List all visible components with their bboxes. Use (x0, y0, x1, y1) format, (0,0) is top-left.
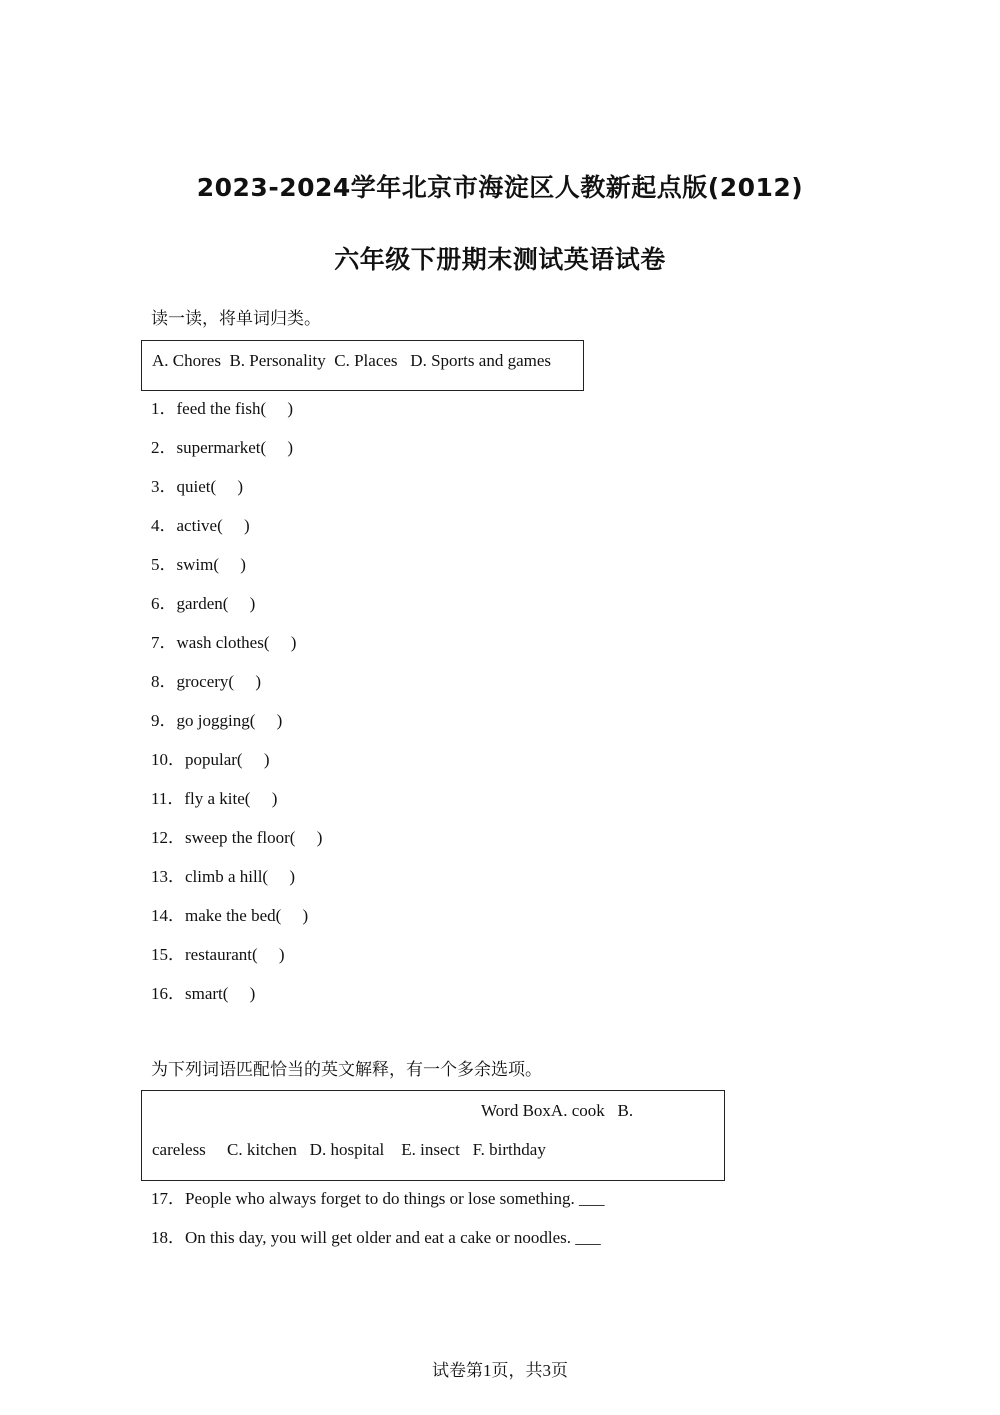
question-text: active( ) (176, 516, 250, 535)
question-item (151, 706, 282, 731)
question-item (151, 511, 250, 536)
question-item (151, 667, 261, 692)
question-number: 3． (151, 477, 177, 496)
question-number: 6． (151, 594, 177, 613)
question-item (151, 589, 255, 614)
category-options-box (141, 340, 584, 391)
question-item (151, 901, 308, 926)
question-text: make the bed( ) (185, 906, 309, 925)
question-number: 5． (151, 555, 177, 574)
question-number: 17． (151, 1189, 185, 1208)
question-text: feed the fish( ) (176, 399, 294, 418)
question-number: 7． (151, 633, 177, 652)
question-text: grocery( ) (176, 672, 261, 691)
question-number: 12． (151, 828, 185, 847)
question-item (151, 1223, 601, 1248)
question-number: 1． (151, 399, 177, 418)
question-text: wash clothes( ) (176, 633, 297, 652)
page-footer: 试卷第1页，共3页 (432, 1361, 568, 1380)
document-title-line2: 六年级下册期末测试英语试卷 (334, 245, 666, 274)
question-item (151, 862, 295, 887)
question-number: 2． (151, 438, 177, 457)
category-options: A. Chores B. Personality C. Places D. Sports and games (152, 351, 551, 370)
section1-instruction: 读一读，将单词归类。 (151, 309, 321, 329)
question-item (151, 784, 277, 809)
question-text: garden( ) (176, 594, 256, 613)
question-text: supermarket( ) (176, 438, 294, 457)
question-text: fly a kite( ) (184, 789, 278, 808)
question-number: 9． (151, 711, 177, 730)
question-number: 4． (151, 516, 177, 535)
question-text: People who always forget to do things or lose something. ___ (185, 1189, 605, 1208)
question-text: popular( ) (185, 750, 270, 769)
question-number: 10． (151, 750, 185, 769)
question-number: 14． (151, 906, 185, 925)
question-item (151, 550, 246, 575)
question-text: go jogging( ) (176, 711, 283, 730)
question-item (151, 745, 270, 770)
question-item (151, 472, 243, 497)
question-number: 15． (151, 945, 185, 964)
question-item (151, 1184, 604, 1209)
question-text: swim( ) (176, 555, 246, 574)
question-text: sweep the floor( ) (185, 828, 323, 847)
word-box (141, 1090, 725, 1181)
question-text: climb a hill( ) (185, 867, 296, 886)
question-number: 18． (151, 1228, 185, 1247)
question-number: 8． (151, 672, 177, 691)
question-item (151, 628, 296, 653)
question-text: quiet( ) (176, 477, 244, 496)
question-item (151, 940, 285, 965)
word-box-line2: careless C. kitchen D. hospital E. insect F. birthday (152, 1140, 546, 1159)
question-text: On this day, you will get older and eat a cake or noodles. ___ (185, 1228, 601, 1247)
question-number: 16． (151, 984, 185, 1003)
question-item (151, 394, 293, 419)
question-number: 13． (151, 867, 185, 886)
question-item (151, 433, 293, 458)
question-item (151, 979, 255, 1004)
question-item (151, 823, 322, 848)
question-text: smart( ) (185, 984, 256, 1003)
word-box-line1: Word BoxA. cook B. (481, 1101, 634, 1120)
question-number: 11． (151, 789, 185, 808)
document-title-line1: 2023-2024学年北京市海淀区人教新起点版(2012) (196, 173, 804, 202)
section2-instruction: 为下列词语匹配恰当的英文解释，有一个多余选项。 (151, 1060, 542, 1080)
question-text: restaurant( ) (185, 945, 285, 964)
